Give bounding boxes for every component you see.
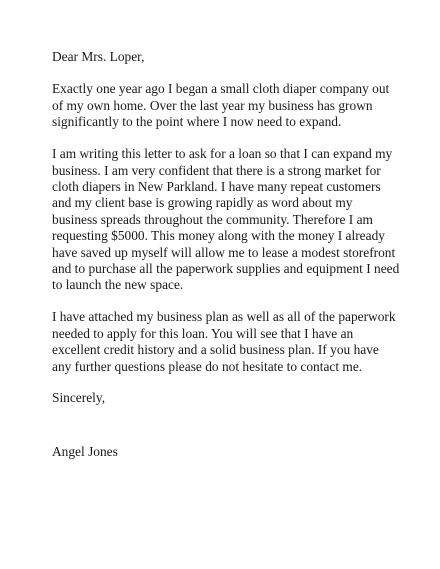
text-line: of my own home. Over the last year my business has grown [52, 97, 373, 113]
text-line: significantly to the point where I now need to expand. [52, 114, 342, 130]
text-line: cloth diapers in New Parkland. I have many repeat customers [52, 178, 381, 194]
letter-closing: Sincerely, [52, 390, 106, 406]
text-line: any further questions please do not hesitate to contact me. [52, 358, 363, 374]
text-line: excellent credit history and a solid business plan. If you have [52, 342, 379, 358]
text-line: business spreads throughout the community. Therefore I am [52, 211, 373, 227]
text-line: have saved up myself will allow me to lease a modest storefront [52, 244, 396, 260]
letter-paragraph-1 [52, 81, 422, 130]
text-line: and to purchase all the paperwork supplies and equipment I need [52, 260, 400, 276]
text-line: needed to apply for this loan. You will see that I have an [52, 325, 354, 341]
letter-paragraph-2 [52, 146, 422, 294]
text-line: requesting $5000. This money along with the money I already [52, 228, 385, 244]
text-line: I have attached my business plan as well as all of the paperwork [52, 309, 396, 325]
text-line: Exactly one year ago I began a small cloth diaper company out [52, 81, 390, 97]
text-line: and my client base is growing rapidly as word about my [52, 195, 353, 211]
letter-paragraph-3 [52, 309, 422, 375]
letter-greeting: Dear Mrs. Loper, [52, 49, 145, 64]
letter-body [52, 49, 422, 460]
text-line: I am writing this letter to ask for a loan so that I can expand my [52, 146, 393, 162]
text-line: business. I am very confident that there is a strong market for [52, 162, 381, 178]
text-line: to launch the new space. [52, 277, 184, 293]
letter-signature: Angel Jones [52, 443, 118, 459]
